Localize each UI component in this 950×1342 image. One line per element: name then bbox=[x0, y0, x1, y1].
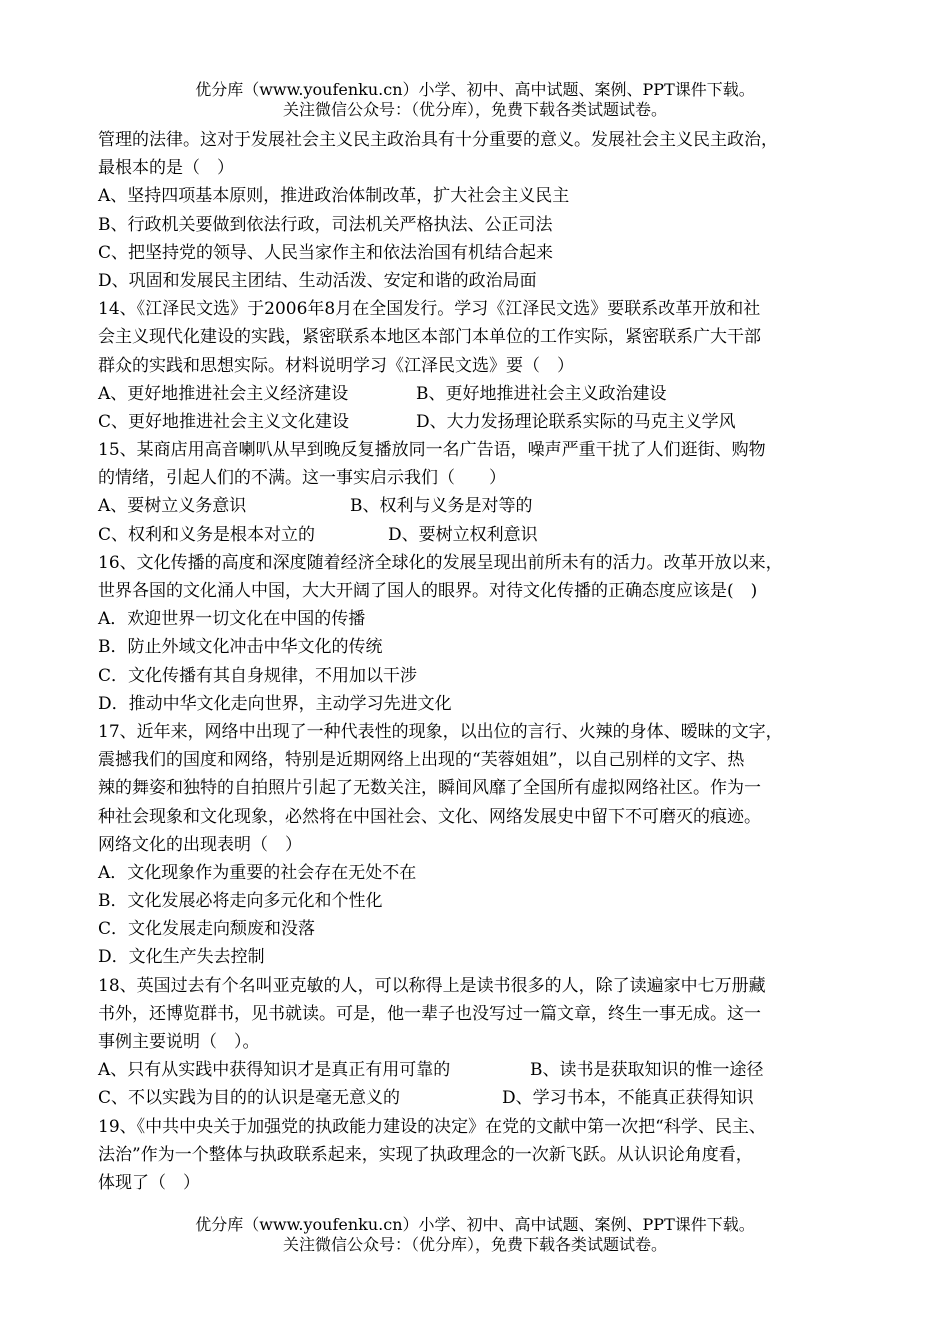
options-row bbox=[98, 1056, 868, 1084]
question-stem-line: 震撼我们的国度和网络，特别是近期网络上出现的“芙蓉姐姐”，以自己别样的文字、热 bbox=[98, 750, 745, 771]
answer-option-c: C．文化传播有其自身规律，不用加以干涉 bbox=[98, 665, 418, 686]
options-row bbox=[98, 1084, 868, 1112]
question-stem-line: 15、某商店用高音喇叭从早到晚反复播放同一名广告语，噪声严重干扰了人们逛街、购物 bbox=[98, 440, 766, 461]
question-stem-line: 世界各国的文化涌人中国，大大开阔了国人的眼界。对待文化传播的正确态度应该是( ) bbox=[98, 581, 758, 601]
answer-option-c: C、不以实践为目的的认识是毫无意义的 bbox=[98, 1088, 401, 1109]
answer-option-b: B、权利与义务是对等的 bbox=[350, 496, 533, 517]
answer-option-d: D、巩固和发展民主团结、生动活泼、安定和谐的政治局面 bbox=[98, 270, 537, 291]
question-stem-line: 辣的舞姿和独特的自拍照片引起了无数关注，瞬间风靡了全国所有虚拟网络社区。作为一 bbox=[98, 778, 761, 799]
question-stem-line: 体现了（ ） bbox=[98, 1172, 200, 1193]
question-stem-line: 19、《中共中央关于加强党的执政能力建设的决定》在党的文献中第一次把“科学、民主、 bbox=[98, 1116, 766, 1137]
question-stem-line: 的情绪，引起人们的不满。这一事实启示我们（ ） bbox=[98, 468, 506, 489]
answer-option-a: A、要树立义务意识 bbox=[98, 496, 247, 517]
answer-option-d: D．推动中华文化走向世界，主动学习先进文化 bbox=[98, 693, 452, 714]
page-header bbox=[0, 80, 950, 120]
question-stem-line: 最根本的是（ ） bbox=[98, 158, 234, 179]
options-row bbox=[98, 380, 868, 408]
question-stem-line: 14、《江泽民文选》于2006年8月在全国发行。学习《江泽民文选》要联系改革开放和社 bbox=[98, 299, 761, 320]
answer-option-d: D、要树立权利意识 bbox=[388, 524, 538, 545]
answer-option-c: C．文化发展走向颓废和没落 bbox=[98, 919, 316, 940]
question-stem-line: 会主义现代化建设的实践，紧密联系本地区本部门本单位的工作实际，紧密联系广大干部 bbox=[98, 327, 761, 348]
question-stem-line: 事例主要说明（ ）。 bbox=[98, 1032, 260, 1052]
question-18 bbox=[98, 972, 868, 1113]
answer-option-b: B．防止外域文化冲击中华文化的传统 bbox=[98, 637, 383, 658]
question-19 bbox=[98, 1113, 868, 1198]
answer-option-b: B．文化发展必将走向多元化和个性化 bbox=[98, 891, 383, 912]
answer-option-d: D、学习书本，不能真正获得知识 bbox=[502, 1088, 754, 1109]
question-stem-line: 书外，还博览群书，见书就读。可是，他一辈子也没写过一篇文章，终生一事无成。这一 bbox=[98, 1003, 761, 1024]
answer-option-b: B、行政机关要做到依法行政，司法机关严格执法、公正司法 bbox=[98, 214, 553, 235]
options-row bbox=[98, 521, 868, 549]
answer-option-a: A．文化现象作为重要的社会存在无处不在 bbox=[98, 862, 417, 883]
question-stem-line: 法治”作为一个整体与执政联系起来，实现了执政理念的一次新飞跃。从认识论角度看， bbox=[98, 1144, 753, 1165]
question-15 bbox=[98, 436, 868, 549]
answer-option-d: D、大力发扬理论联系实际的马克主义学风 bbox=[416, 411, 736, 432]
answer-option-b: B、更好地推进社会主义政治建设 bbox=[416, 383, 667, 404]
answer-option-c: C、更好地推进社会主义文化建设 bbox=[98, 411, 350, 432]
options-row bbox=[98, 408, 868, 436]
footer-line-1: 优分库（www.youfenku.cn）小学、初中、高中试题、案例、PPT课件下载。 bbox=[195, 1215, 755, 1234]
question-stem-line: 18、英国过去有个名叫亚克敏的人，可以称得上是读书很多的人，除了读遍家中七万册藏 bbox=[98, 975, 766, 996]
page-footer bbox=[0, 1215, 950, 1255]
question-16 bbox=[98, 549, 868, 718]
answer-option-a: A、更好地推进社会主义经济建设 bbox=[98, 383, 349, 404]
answer-option-c: C、权利和义务是根本对立的 bbox=[98, 524, 316, 545]
question-stem-line: 管理的法律。这对于发展社会主义民主政治具有十分重要的意义。发展社会主义民主政治， bbox=[98, 130, 778, 150]
question-stem-line: 群众的实践和思想实际。材料说明学习《江泽民文选》要（ ） bbox=[98, 355, 574, 376]
header-line-2: 关注微信公众号：（优分库），免费下载各类试题试卷。 bbox=[282, 100, 667, 119]
answer-option-a: A、坚持四项基本原则，推进政治体制改革，扩大社会主义民主 bbox=[98, 186, 570, 207]
question-stem-line: 网络文化的出现表明（ ） bbox=[98, 834, 302, 855]
footer-line-2: 关注微信公众号：（优分库），免费下载各类试题试卷。 bbox=[282, 1235, 667, 1254]
question-14 bbox=[98, 295, 868, 436]
answer-option-a: A、只有从实践中获得知识才是真正有用可靠的 bbox=[98, 1060, 451, 1081]
question-13 bbox=[98, 126, 868, 295]
answer-option-b: B、读书是获取知识的惟一途径 bbox=[530, 1060, 764, 1081]
document-body bbox=[98, 126, 868, 1197]
answer-option-c: C、把坚持党的领导、人民当家作主和依法治国有机结合起来 bbox=[98, 242, 554, 263]
question-stem-line: 17、近年来，网络中出现了一种代表性的现象，以出位的言行、火辣的身体、暧昧的文字， bbox=[98, 721, 783, 742]
question-stem-line: 16、文化传播的高度和深度随着经济全球化的发展呈现出前所未有的活力。改革开放以来， bbox=[98, 552, 783, 573]
answer-option-d: D．文化生产失去控制 bbox=[98, 947, 265, 968]
question-stem-line: 种社会现象和文化现象，必然将在中国社会、文化、网络发展史中留下不可磨灭的痕迹。 bbox=[98, 806, 761, 827]
answer-option-a: A．欢迎世界一切文化在中国的传播 bbox=[98, 609, 366, 630]
question-17 bbox=[98, 718, 868, 972]
header-line-1: 优分库（www.youfenku.cn）小学、初中、高中试题、案例、PPT课件下载。 bbox=[195, 80, 755, 99]
options-row bbox=[98, 492, 868, 520]
